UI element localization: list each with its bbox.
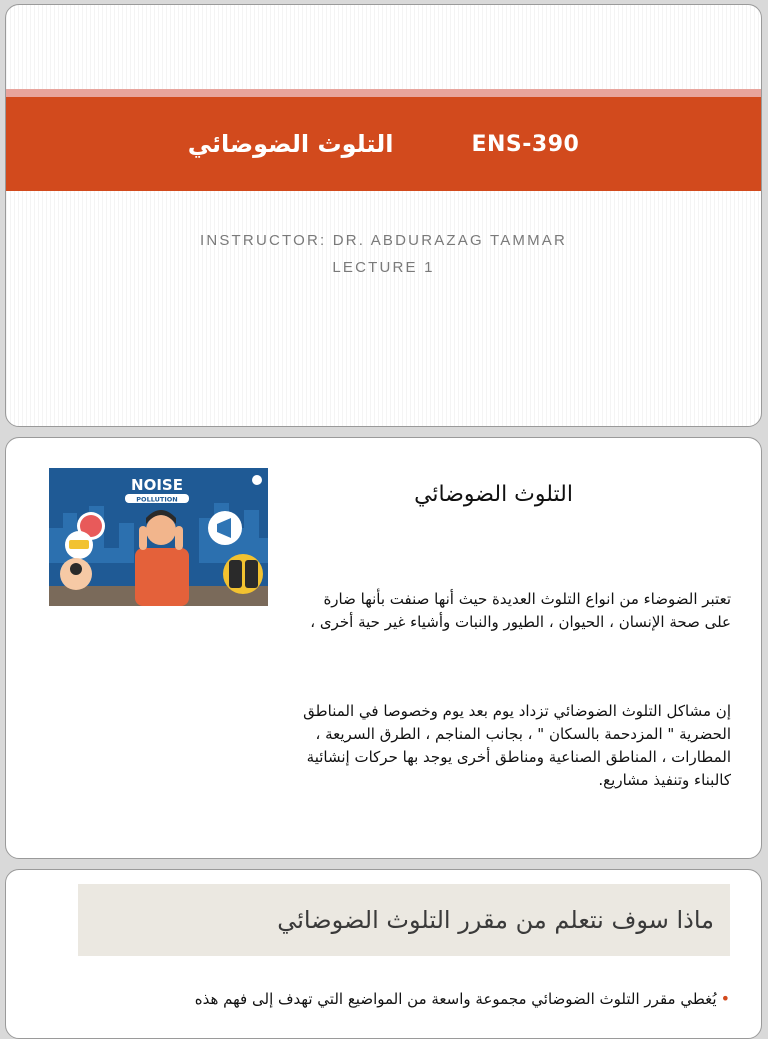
bullet-dot-icon: •: [720, 989, 730, 1008]
title-arabic: التلوث الضوضائي: [187, 130, 394, 158]
title-slide: [5, 4, 762, 427]
subtitle-block: [6, 227, 761, 281]
image-title-main: NOISE: [131, 476, 183, 494]
intro-slide: [5, 437, 762, 859]
slide-heading: التلوث الضوضائي: [414, 482, 573, 507]
paragraph-problems: إن مشاكل التلوث الضوضائي تزداد يوم بعد يوم وخصوصا في المناطق الحضرية " المزدحمة بالسكان " ، بجانب المناجم ، الطرق السريعة ، المطارات ، المناطق الصناعية ومناطق أخرى يوجد بها حركات إنشائية كالبناء وتنفيذ مشاريع.: [303, 702, 731, 789]
bullet-item: [90, 988, 730, 1010]
image-title-sub: POLLUTION: [136, 495, 178, 504]
course-code: ENS-390: [471, 131, 580, 157]
title-band: [6, 97, 761, 191]
paragraph-definition: تعتبر الضوضاء من انواع التلوث العديدة حيث أنها صنفت بأنها ضارة على صحة الإنسان ، الحيوان ، الطيور والنبات وأشياء غير حية أخرى ،: [310, 590, 731, 631]
objectives-header: ماذا سوف نتعلم من مقرر التلوث الضوضائي: [277, 906, 714, 934]
noise-pollution-illustration: [49, 468, 268, 606]
instructor-line: INSTRUCTOR: DR. ABDURAZAG TAMMAR: [199, 232, 568, 249]
objectives-slide: [5, 869, 762, 1039]
lecture-line: LECTURE 1: [332, 259, 435, 276]
objectives-header-box: [78, 884, 730, 956]
accent-strip: [6, 89, 761, 97]
bullet-text: يُغطي مقرر التلوث الضوضائي مجموعة واسعة من المواضيع التي تهدف إلى فهم هذه: [194, 990, 717, 1008]
